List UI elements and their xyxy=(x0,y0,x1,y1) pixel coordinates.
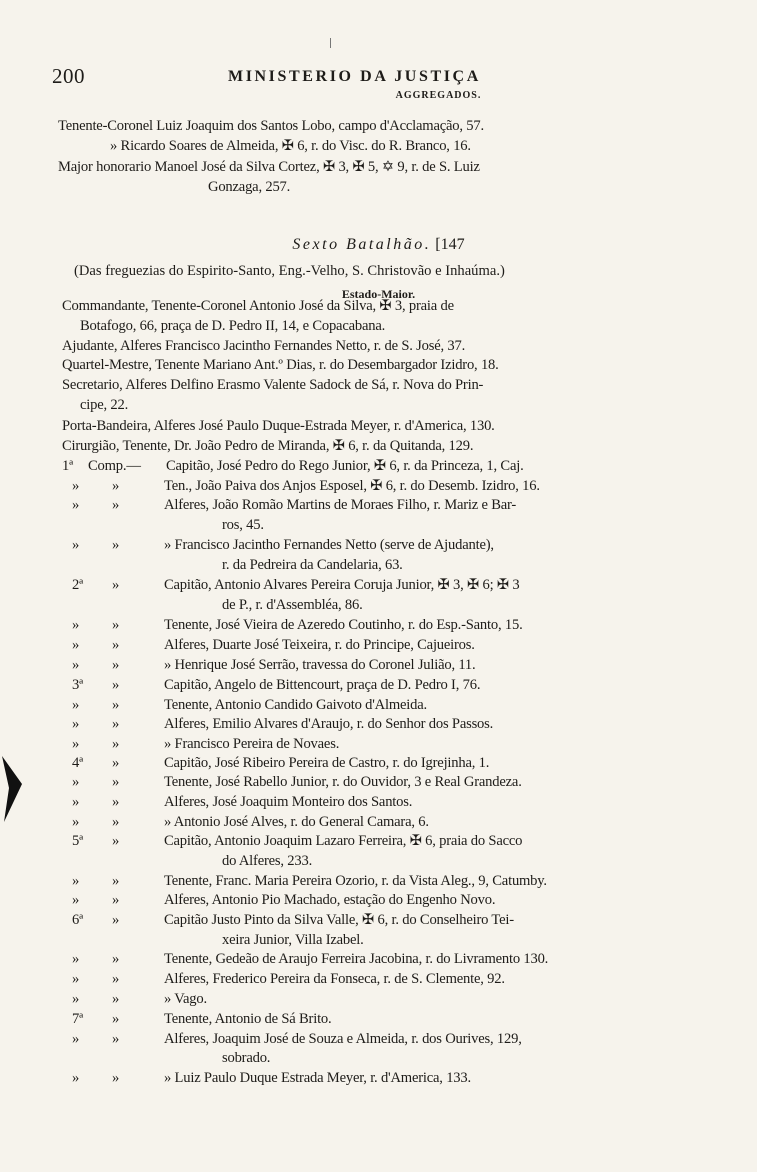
staff-line: Secretario, Alferes Delfino Erasmo Valente Sadock de Sá, r. Nova do Prin- xyxy=(62,377,484,393)
page-number: 200 xyxy=(52,64,85,88)
company-marker: 6ª xyxy=(72,912,83,928)
company-marker: 2ª xyxy=(72,577,83,593)
company-marker: » xyxy=(72,478,80,494)
company-ditto: » xyxy=(112,697,120,713)
company-marker: 4ª xyxy=(72,755,83,771)
company-entry: r. da Pedreira da Candelaria, 63. xyxy=(222,557,403,573)
company-entry: Capitão Justo Pinto da Silva Valle, ✠ 6, r. do Conselheiro Tei- xyxy=(164,912,514,928)
company-entry: ros, 45. xyxy=(222,517,264,533)
company-marker: » xyxy=(72,814,80,830)
company-ditto: » xyxy=(112,1011,120,1027)
company-entry: Tenente, Antonio Candido Gaivoto d'Almeida. xyxy=(164,697,427,713)
company-marker: » xyxy=(72,794,80,810)
company-ditto: » xyxy=(112,736,120,752)
company-marker: » xyxy=(72,951,80,967)
company-entry: Tenente, Antonio de Sá Brito. xyxy=(164,1011,332,1027)
company-ditto: » xyxy=(112,716,120,732)
company-marker: 7ª xyxy=(72,1011,83,1027)
company-entry: Alferes, José Joaquim Monteiro dos Santos. xyxy=(164,794,413,810)
company-entry: Capitão, Antonio Joaquim Lazaro Ferreira, ✠ 6, praia do Sacco xyxy=(164,833,523,849)
company-ditto: » xyxy=(112,478,120,494)
company-marker: » xyxy=(72,697,80,713)
company-marker: » xyxy=(72,537,80,553)
staff-line: Quartel-Mestre, Tenente Mariano Ant.º Dias, r. do Desembargador Izidro, 18. xyxy=(62,357,499,373)
company-ditto: » xyxy=(112,892,120,908)
company-entry: de P., r. d'Assembléa, 86. xyxy=(222,597,363,613)
subheading-aggregados: AGGREGADOS. xyxy=(395,90,482,101)
company-entry: sobrado. xyxy=(222,1050,271,1066)
company-ditto: » xyxy=(112,833,120,849)
company-entry: Alferes, Duarte José Teixeira, r. do Principe, Cajueiros. xyxy=(164,637,475,653)
company-marker: 1ª xyxy=(62,458,73,474)
section-parishes: (Das freguezias do Espirito-Santo, Eng.-Velho, S. Christovão e Inhaúma.) xyxy=(74,263,505,279)
company-marker: » xyxy=(72,497,80,513)
company-entry: Tenente, José Vieira de Azeredo Coutinho, r. do Esp.-Santo, 15. xyxy=(164,617,523,633)
company-entry: do Alferes, 233. xyxy=(222,853,313,869)
company-marker: 3ª xyxy=(72,677,83,693)
company-entry: Alferes, João Romão Martins de Moraes Filho, r. Mariz e Bar- xyxy=(164,497,517,513)
company-entry: Capitão, José Ribeiro Pereira de Castro, r. do Igrejinha, 1. xyxy=(164,755,490,771)
company-entry: Alferes, Joaquim José de Souza e Almeida, r. dos Ourives, 129, xyxy=(164,1031,522,1047)
company-entry: Ten., João Paiva dos Anjos Esposel, ✠ 6, r. do Desemb. Izidro, 16. xyxy=(164,478,540,494)
company-entry: Alferes, Frederico Pereira da Fonseca, r. de S. Clemente, 92. xyxy=(164,971,505,987)
company-entry: Alferes, Antonio Pio Machado, estação do Engenho Novo. xyxy=(164,892,496,908)
company-entry: » Henrique José Serrão, travessa do Coronel Julião, 11. xyxy=(164,657,476,673)
staff-line: Porta-Bandeira, Alferes José Paulo Duque-Estrada Meyer, r. d'America, 130. xyxy=(62,418,495,434)
company-marker: » xyxy=(72,971,80,987)
company-ditto: » xyxy=(112,991,120,1007)
print-mark xyxy=(330,38,331,48)
company-marker: » xyxy=(72,1070,80,1086)
company-ditto: » xyxy=(112,637,120,653)
section-title-text: Sexto Batalhão. xyxy=(292,236,432,253)
page-edge-mark xyxy=(0,754,26,824)
company-marker: » xyxy=(72,637,80,653)
company-ditto: » xyxy=(112,677,120,693)
company-ditto: » xyxy=(112,577,120,593)
aggregados-line: Major honorario Manoel José da Silva Cortez, ✠ 3, ✠ 5, ✡ 9, r. de S. Luiz xyxy=(58,159,480,175)
section-title xyxy=(0,236,757,254)
staff-line: Commandante, Tenente-Coronel Antonio José da Silva, ✠ 3, praia de xyxy=(62,298,454,314)
company-ditto: » xyxy=(112,971,120,987)
company-entry: Tenente, José Rabello Junior, r. do Ouvidor, 3 e Real Grandeza. xyxy=(164,774,522,790)
company-ditto: » xyxy=(112,537,120,553)
company-entry: Tenente, Franc. Maria Pereira Ozorio, r. da Vista Aleg., 9, Catumby. xyxy=(164,873,547,889)
company-entry: Capitão, Antonio Alvares Pereira Coruja Junior, ✠ 3, ✠ 6; ✠ 3 xyxy=(164,577,520,593)
running-title: MINISTERIO DA JUSTIÇA xyxy=(228,68,481,85)
company-entry: Capitão, Angelo de Bittencourt, praça de D. Pedro I, 76. xyxy=(164,677,481,693)
section-subtitle: Estado-Maior. xyxy=(341,287,416,301)
company-ditto: » xyxy=(112,617,120,633)
company-entry: » Luiz Paulo Duque Estrada Meyer, r. d'America, 133. xyxy=(164,1070,471,1086)
company-marker: » xyxy=(72,774,80,790)
company-marker: » xyxy=(72,716,80,732)
section-number: [147 xyxy=(435,236,465,253)
company-entry: Tenente, Gedeão de Araujo Ferreira Jacobina, r. do Livramento 130. xyxy=(164,951,549,967)
company-ditto: » xyxy=(112,814,120,830)
company-ditto: » xyxy=(112,755,120,771)
aggregados-line: Gonzaga, 257. xyxy=(208,179,291,195)
company-marker: » xyxy=(72,736,80,752)
company-marker: » xyxy=(72,892,80,908)
staff-line: Botafogo, 66, praça de D. Pedro II, 14, e Copacabana. xyxy=(80,318,386,334)
company-marker: » xyxy=(72,1031,80,1047)
company-ditto: » xyxy=(112,873,120,889)
company-entry: xeira Junior, Villa Izabel. xyxy=(222,932,364,948)
company-ditto: » xyxy=(112,657,120,673)
company-entry: » Francisco Jacintho Fernandes Netto (serve de Ajudante), xyxy=(164,537,494,553)
company-ditto: » xyxy=(112,951,120,967)
company-entry: » Vago. xyxy=(164,991,207,1007)
company-ditto: » xyxy=(112,1031,120,1047)
company-ditto: » xyxy=(112,497,120,513)
company-marker: » xyxy=(72,657,80,673)
staff-line: Cirurgião, Tenente, Dr. João Pedro de Miranda, ✠ 6, r. da Quitanda, 129. xyxy=(62,438,474,454)
company-entry: » Francisco Pereira de Novaes. xyxy=(164,736,340,752)
aggregados-line: Tenente-Coronel Luiz Joaquim dos Santos Lobo, campo d'Acclamação, 57. xyxy=(58,118,484,134)
aggregados-line: » Ricardo Soares de Almeida, ✠ 6, r. do Visc. do R. Branco, 16. xyxy=(110,138,471,154)
company-marker: » xyxy=(72,873,80,889)
company-marker: » xyxy=(72,991,80,1007)
staff-line: Ajudante, Alferes Francisco Jacintho Fernandes Netto, r. de S. José, 37. xyxy=(62,338,466,354)
company-ditto: » xyxy=(112,774,120,790)
company-entry: Alferes, Emilio Alvares d'Araujo, r. do Senhor dos Passos. xyxy=(164,716,494,732)
company-marker: 5ª xyxy=(72,833,83,849)
staff-line: cipe, 22. xyxy=(80,397,129,413)
company-marker: » xyxy=(72,617,80,633)
company-entry: Capitão, José Pedro do Rego Junior, ✠ 6, r. da Princeza, 1, Caj. xyxy=(166,458,524,474)
company-ditto: » xyxy=(112,912,120,928)
company-ditto: » xyxy=(112,1070,120,1086)
company-ditto: » xyxy=(112,794,120,810)
company-entry: » Antonio José Alves, r. do General Camara, 6. xyxy=(164,814,429,830)
company-ditto: Comp.— xyxy=(88,458,141,474)
